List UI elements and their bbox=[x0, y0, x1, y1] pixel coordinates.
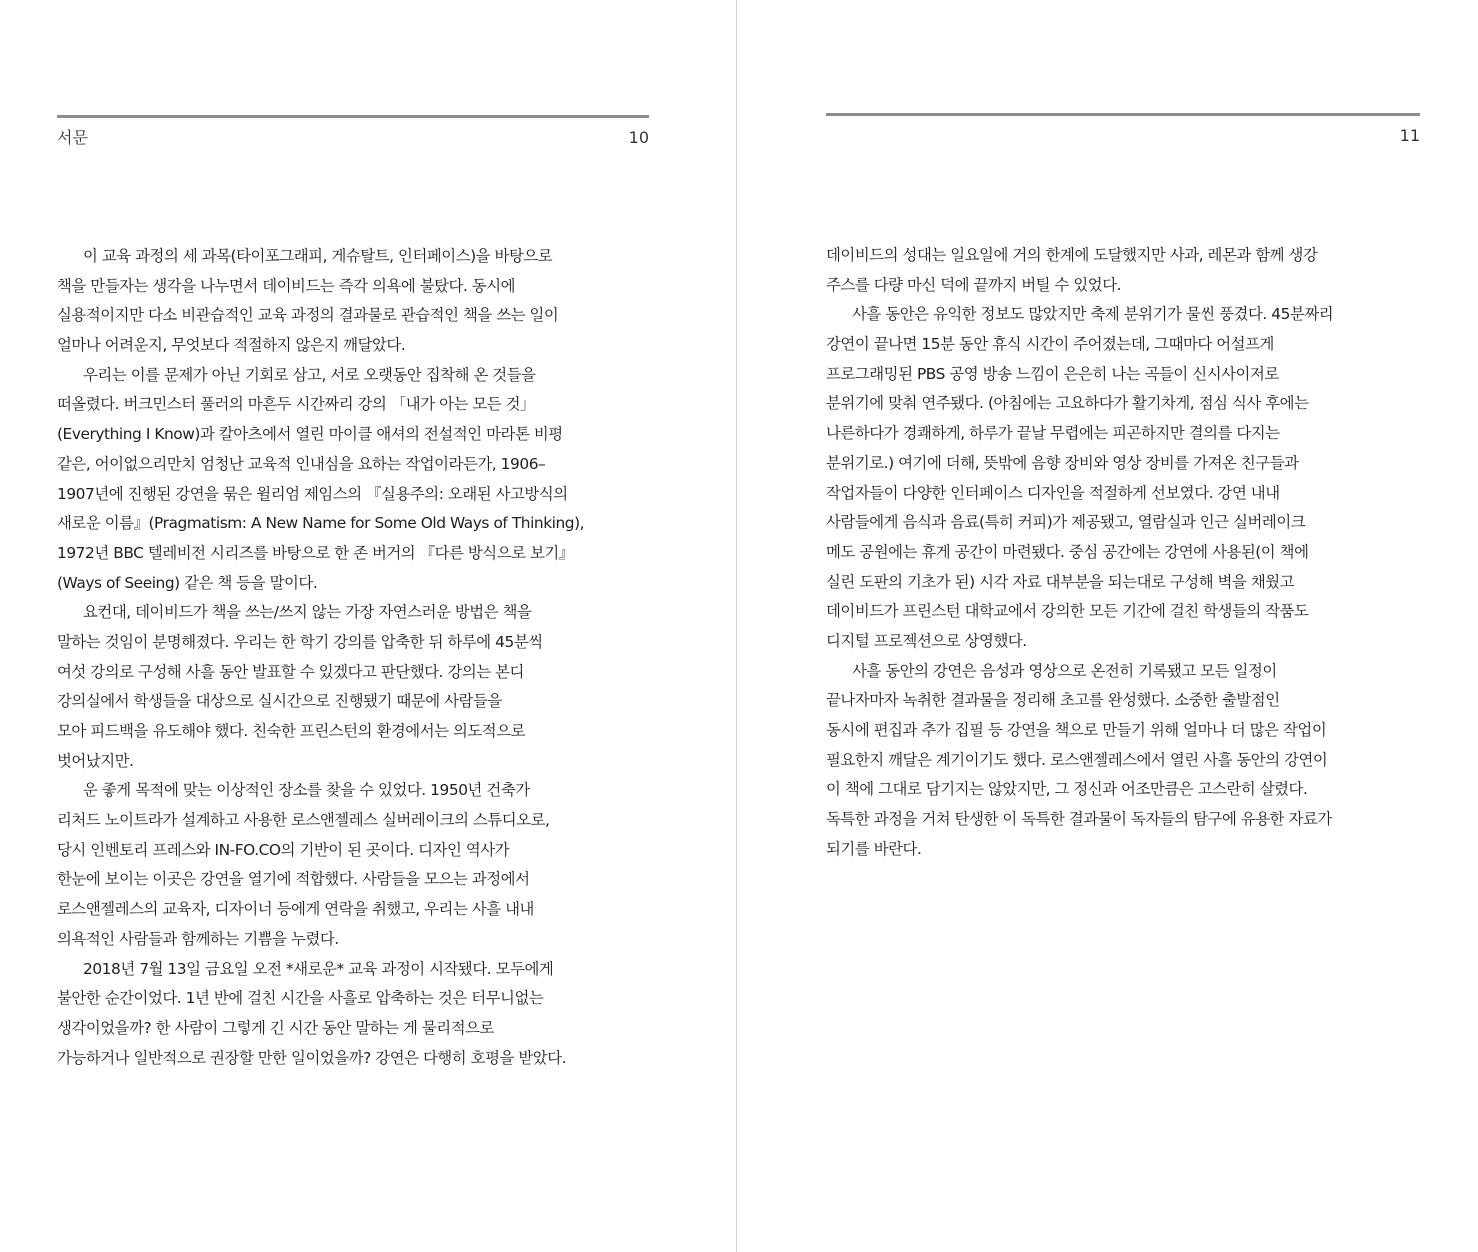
page-gutter bbox=[736, 0, 737, 1252]
text-line: 운 좋게 목적에 맞는 이상적인 장소를 찾을 수 있었다. 1950년 건축가 bbox=[83, 781, 530, 800]
text-line: 떠올렸다. 버크민스터 풀러의 마흔두 시간짜리 강의 「내가 아는 모든 것」 bbox=[57, 395, 535, 414]
text-line: 사흘 동안은 유익한 정보도 많았지만 축제 분위기가 물씬 풍겼다. 45분짜리 bbox=[852, 305, 1334, 324]
text-line: 당시 인벤토리 프레스와 IN-FO.CO의 기반이 된 곳이다. 디자인 역사가 bbox=[57, 840, 510, 859]
text-line: 디지털 프로젝션으로 상영했다. bbox=[826, 631, 1027, 650]
text-line: 이 교육 과정의 세 과목(타이포그래피, 게슈탈트, 인터페이스)을 바탕으로 bbox=[83, 247, 553, 265]
text-line: 우리는 이를 문제가 아닌 기회로 삼고, 서로 오랫동안 집착해 온 것들을 bbox=[83, 365, 536, 384]
text-line: 같은, 어이없으리만치 엄청난 교육적 인내심을 요하는 작업이라든가, 1906– bbox=[57, 454, 546, 473]
text-line: 데이비드의 성대는 일요일에 거의 한계에 도달했지만 사과, 레몬과 함께 생강 bbox=[826, 246, 1318, 264]
text-line: 메도 공원에는 휴게 공간이 마련됐다. 중심 공간에는 강연에 사용된(이 책에 bbox=[826, 542, 1309, 561]
text-line: 2018년 7월 13일 금요일 오전 *새로운* 교육 과정이 시작됐다. 모두에게 bbox=[83, 959, 554, 978]
text-line: 의욕적인 사람들과 함께하는 기쁨을 누렸다. bbox=[57, 929, 339, 948]
right-page bbox=[826, 0, 1420, 1252]
text-line: 리처드 노이트라가 설계하고 사용한 로스앤젤레스 실버레이크의 스튜디오로, bbox=[57, 811, 550, 830]
text-line: 사람들에게 음식과 음료(특히 커피)가 제공됐고, 열람실과 인근 실버레이크 bbox=[826, 513, 1306, 532]
text-line: 한눈에 보이는 이곳은 강연을 열기에 적합했다. 사람들을 모으는 과정에서 bbox=[57, 870, 530, 889]
body-text bbox=[57, 242, 663, 1073]
text-line: 로스앤젤레스의 교육자, 디자이너 등에게 연락을 취했고, 우리는 사흘 내내 bbox=[57, 900, 534, 919]
text-line: 말하는 것임이 분명해졌다. 우리는 한 학기 강의를 압축한 뒤 하루에 45분씩 bbox=[57, 632, 543, 651]
text-line: 새로운 이름』(Pragmatism: A New Name for Some Old Ways of Thinking), bbox=[57, 514, 585, 533]
text-line: 얼마나 어려운지, 무엇보다 적절하지 않은지 깨달았다. bbox=[57, 336, 406, 355]
text-line: 벗어났지만. bbox=[57, 751, 134, 770]
text-line: 되기를 바란다. bbox=[826, 839, 922, 858]
text-line: 필요한지 깨달은 계기이기도 했다. 로스앤젤레스에서 열린 사흘 동안의 강연이 bbox=[826, 750, 1328, 769]
left-page bbox=[57, 0, 649, 1252]
text-line: 강의실에서 학생들을 대상으로 실시간으로 진행됐기 때문에 사람들을 bbox=[57, 692, 502, 711]
page-number: 11 bbox=[1399, 126, 1420, 145]
header-rule bbox=[57, 115, 649, 118]
text-line: 가능하거나 일반적으로 권장할 만한 일이었을까? 강연은 다행히 호평을 받았다. bbox=[57, 1048, 567, 1067]
text-line: 1972년 BBC 텔레비전 시리즈를 바탕으로 한 존 버거의 『다른 방식으로 보기』 bbox=[57, 543, 574, 562]
text-line: (Everything I Know)과 칼아츠에서 열린 마이클 애셔의 전설적인 마라톤 비평 bbox=[57, 425, 563, 444]
text-line: 실용적이지만 다소 비관습적인 교육 과정의 결과물로 관습적인 책을 쓰는 일이 bbox=[57, 306, 559, 325]
text-line: 이 책에 그대로 담기지는 않았지만, 그 정신과 어조만큼은 고스란히 살렸다. bbox=[826, 780, 1308, 799]
text-line: 실린 도판의 기초가 된) 시각 자료 대부분을 되는대로 구성해 벽을 채웠고 bbox=[826, 572, 1295, 591]
text-line: 나른하다가 경쾌하게, 하루가 끝날 무렵에는 피곤하지만 결의를 다지는 bbox=[826, 424, 1280, 443]
text-line: 사흘 동안의 강연은 음성과 영상으로 온전히 기록됐고 모든 일정이 bbox=[852, 661, 1277, 680]
text-line: (Ways of Seeing) 같은 책 등을 말이다. bbox=[57, 573, 318, 592]
text-line: 작업자들이 다양한 인터페이스 디자인을 적절하게 선보였다. 강연 내내 bbox=[826, 483, 1280, 502]
text-line: 요컨대, 데이비드가 책을 쓰는/쓰지 않는 가장 자연스러운 방법은 책을 bbox=[83, 603, 532, 622]
body-text bbox=[826, 241, 1434, 864]
page-number: 10 bbox=[628, 128, 649, 147]
text-line: 끝나자마자 녹취한 결과물을 정리해 초고를 완성했다. 소중한 출발점인 bbox=[826, 691, 1280, 710]
text-line: 책을 만들자는 생각을 나누면서 데이비드는 즉각 의욕에 불탔다. 동시에 bbox=[57, 276, 516, 295]
text-line: 여섯 강의로 구성해 사흘 동안 발표할 수 있겠다고 판단했다. 강의는 본디 bbox=[57, 662, 524, 681]
text-line: 모아 피드백을 유도해야 했다. 친숙한 프린스턴의 환경에서는 의도적으로 bbox=[57, 722, 526, 740]
text-line: 강연이 끝나면 15분 동안 휴식 시간이 주어졌는데, 그때마다 어설프게 bbox=[826, 335, 1274, 354]
text-line: 분위기에 맞춰 연주됐다. (아침에는 고요하다가 활기차게, 점심 식사 후에는 bbox=[826, 394, 1309, 413]
text-line: 프로그래밍된 PBS 공영 방송 느낌이 은은히 나는 곡들이 신시사이저로 bbox=[826, 364, 1279, 383]
text-line: 1907년에 진행된 강연을 묶은 윌리엄 제임스의 『실용주의: 오래된 사고방식의 bbox=[57, 484, 568, 503]
text-line: 분위기로.) 여기에 더해, 뜻밖에 음향 장비와 영상 장비를 가져온 친구들과 bbox=[826, 453, 1299, 472]
text-line: 주스를 다량 마신 덕에 끝까지 버틸 수 있었다. bbox=[826, 275, 1122, 294]
text-line: 생각이었을까? 한 사람이 그렇게 긴 시간 동안 말하는 게 물리적으로 bbox=[57, 1018, 494, 1037]
text-line: 동시에 편집과 추가 집필 등 강연을 책으로 만들기 위해 얼마나 더 많은 작업이 bbox=[826, 721, 1327, 739]
running-head: 서문 bbox=[57, 128, 88, 147]
text-line: 독특한 과정을 거쳐 탄생한 이 독특한 결과물이 독자들의 탐구에 유용한 자료가 bbox=[826, 810, 1332, 829]
text-line: 불안한 순간이었다. 1년 반에 걸친 시간을 사흘로 압축하는 것은 터무니없는 bbox=[57, 989, 544, 1008]
header-rule bbox=[826, 113, 1420, 116]
text-line: 데이비드가 프린스턴 대학교에서 강의한 모든 기간에 걸친 학생들의 작품도 bbox=[826, 602, 1309, 621]
